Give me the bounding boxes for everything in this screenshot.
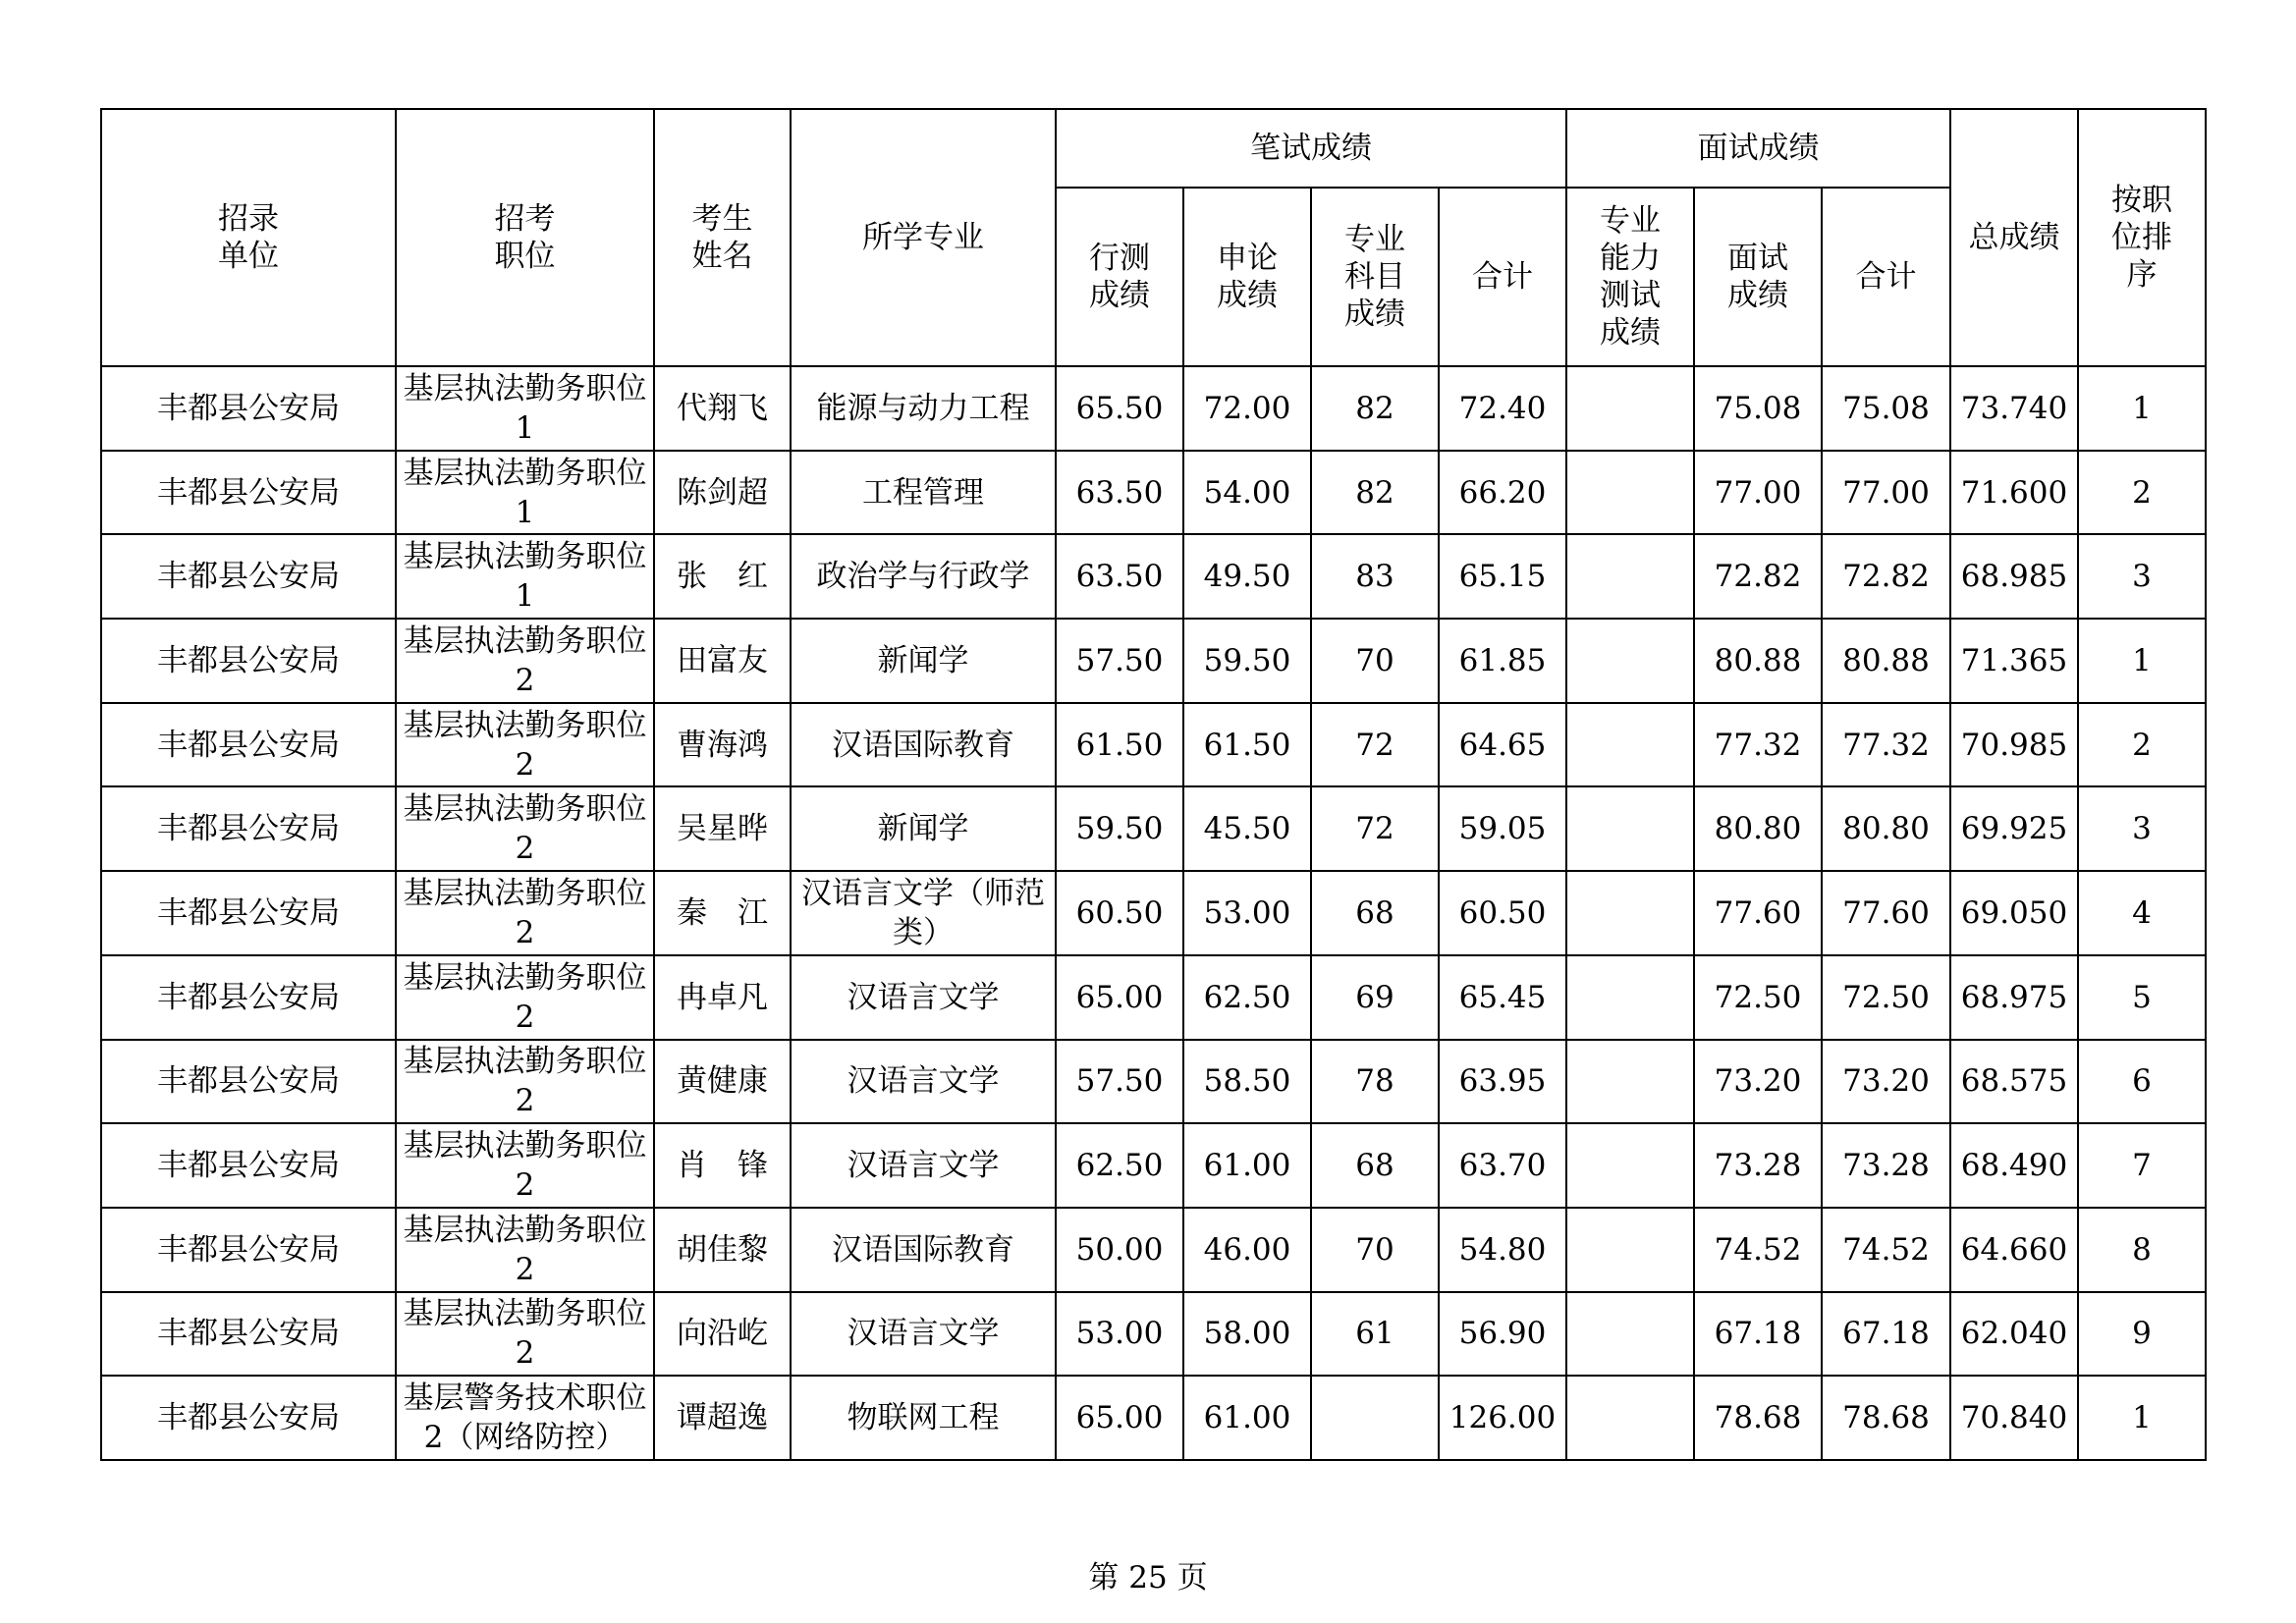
cell-subject: 68 <box>1311 1123 1439 1208</box>
cell-subject: 70 <box>1311 619 1439 703</box>
cell-shenlun: 53.00 <box>1183 871 1311 955</box>
cell-ability <box>1566 1292 1694 1377</box>
cell-interview: 67.18 <box>1694 1292 1822 1377</box>
cell-position: 基层执法勤务职位2 <box>396 1292 654 1377</box>
cell-name: 张 红 <box>654 534 791 619</box>
cell-name: 肖 锋 <box>654 1123 791 1208</box>
cell-ability <box>1566 1123 1694 1208</box>
table-row <box>101 1123 2206 1208</box>
cell-rank: 9 <box>2078 1292 2206 1377</box>
header-interview-total: 合计 <box>1822 188 1950 366</box>
table-row <box>101 451 2206 535</box>
cell-total: 68.985 <box>1950 534 2078 619</box>
cell-subject: 78 <box>1311 1040 1439 1124</box>
cell-ability <box>1566 871 1694 955</box>
cell-major: 汉语言文学 <box>791 1292 1056 1377</box>
cell-total: 70.840 <box>1950 1376 2078 1460</box>
cell-total: 71.365 <box>1950 619 2078 703</box>
cell-position: 基层执法勤务职位2 <box>396 619 654 703</box>
header-shenlun: 申论 成绩 <box>1183 188 1311 366</box>
cell-unit: 丰都县公安局 <box>101 1208 396 1292</box>
cell-xingce: 65.00 <box>1056 1376 1183 1460</box>
table-row <box>101 1208 2206 1292</box>
cell-shenlun: 45.50 <box>1183 786 1311 871</box>
cell-interview-total: 72.50 <box>1822 955 1950 1040</box>
header-position: 招考 职位 <box>396 109 654 366</box>
cell-interview: 77.60 <box>1694 871 1822 955</box>
cell-written-total: 63.70 <box>1439 1123 1566 1208</box>
cell-major: 政治学与行政学 <box>791 534 1056 619</box>
cell-name: 谭超逸 <box>654 1376 791 1460</box>
cell-unit: 丰都县公安局 <box>101 619 396 703</box>
cell-interview: 80.80 <box>1694 786 1822 871</box>
cell-shenlun: 58.50 <box>1183 1040 1311 1124</box>
cell-written-total: 72.40 <box>1439 366 1566 451</box>
cell-shenlun: 61.50 <box>1183 703 1311 787</box>
cell-name: 秦 江 <box>654 871 791 955</box>
cell-position: 基层警务技术职位2（网络防控） <box>396 1376 654 1460</box>
cell-name: 吴星晔 <box>654 786 791 871</box>
cell-name: 黄健康 <box>654 1040 791 1124</box>
header-rank: 按职 位排 序 <box>2078 109 2206 366</box>
cell-interview-total: 77.60 <box>1822 871 1950 955</box>
cell-name: 曹海鸿 <box>654 703 791 787</box>
cell-shenlun: 62.50 <box>1183 955 1311 1040</box>
cell-ability <box>1566 1040 1694 1124</box>
cell-name: 胡佳黎 <box>654 1208 791 1292</box>
cell-major: 新闻学 <box>791 619 1056 703</box>
cell-position: 基层执法勤务职位2 <box>396 1040 654 1124</box>
cell-shenlun: 59.50 <box>1183 619 1311 703</box>
cell-subject <box>1311 1376 1439 1460</box>
cell-rank: 7 <box>2078 1123 2206 1208</box>
table-row <box>101 786 2206 871</box>
cell-interview: 74.52 <box>1694 1208 1822 1292</box>
cell-total: 62.040 <box>1950 1292 2078 1377</box>
cell-rank: 2 <box>2078 703 2206 787</box>
table-row <box>101 366 2206 451</box>
table-row <box>101 1376 2206 1460</box>
cell-position: 基层执法勤务职位2 <box>396 703 654 787</box>
cell-subject: 82 <box>1311 366 1439 451</box>
cell-total: 73.740 <box>1950 366 2078 451</box>
cell-total: 69.925 <box>1950 786 2078 871</box>
cell-unit: 丰都县公安局 <box>101 1123 396 1208</box>
cell-xingce: 59.50 <box>1056 786 1183 871</box>
cell-rank: 8 <box>2078 1208 2206 1292</box>
cell-name: 向沿屹 <box>654 1292 791 1377</box>
cell-interview: 75.08 <box>1694 366 1822 451</box>
cell-position: 基层执法勤务职位1 <box>396 451 654 535</box>
header-interview: 面试 成绩 <box>1694 188 1822 366</box>
cell-shenlun: 46.00 <box>1183 1208 1311 1292</box>
cell-unit: 丰都县公安局 <box>101 534 396 619</box>
cell-unit: 丰都县公安局 <box>101 451 396 535</box>
cell-interview-total: 72.82 <box>1822 534 1950 619</box>
cell-interview-total: 73.28 <box>1822 1123 1950 1208</box>
cell-total: 68.490 <box>1950 1123 2078 1208</box>
cell-written-total: 126.00 <box>1439 1376 1566 1460</box>
cell-rank: 1 <box>2078 619 2206 703</box>
cell-position: 基层执法勤务职位2 <box>396 1208 654 1292</box>
cell-interview-total: 73.20 <box>1822 1040 1950 1124</box>
cell-rank: 1 <box>2078 366 2206 451</box>
cell-ability <box>1566 955 1694 1040</box>
cell-interview-total: 77.00 <box>1822 451 1950 535</box>
cell-position: 基层执法勤务职位2 <box>396 1123 654 1208</box>
cell-interview: 80.88 <box>1694 619 1822 703</box>
cell-xingce: 57.50 <box>1056 619 1183 703</box>
cell-major: 新闻学 <box>791 786 1056 871</box>
cell-major: 汉语言文学（师范类） <box>791 871 1056 955</box>
cell-rank: 4 <box>2078 871 2206 955</box>
cell-total: 69.050 <box>1950 871 2078 955</box>
cell-total: 68.575 <box>1950 1040 2078 1124</box>
header-total: 总成绩 <box>1950 109 2078 366</box>
cell-ability <box>1566 534 1694 619</box>
cell-written-total: 56.90 <box>1439 1292 1566 1377</box>
cell-unit: 丰都县公安局 <box>101 1376 396 1460</box>
cell-subject: 83 <box>1311 534 1439 619</box>
cell-name: 田富友 <box>654 619 791 703</box>
cell-xingce: 53.00 <box>1056 1292 1183 1377</box>
cell-xingce: 60.50 <box>1056 871 1183 955</box>
cell-rank: 3 <box>2078 534 2206 619</box>
header-interview-group: 面试成绩 <box>1566 109 1950 188</box>
cell-written-total: 59.05 <box>1439 786 1566 871</box>
cell-shenlun: 72.00 <box>1183 366 1311 451</box>
cell-xingce: 65.00 <box>1056 955 1183 1040</box>
cell-subject: 70 <box>1311 1208 1439 1292</box>
cell-shenlun: 61.00 <box>1183 1123 1311 1208</box>
cell-ability <box>1566 786 1694 871</box>
score-table <box>100 108 2207 1461</box>
cell-written-total: 61.85 <box>1439 619 1566 703</box>
cell-position: 基层执法勤务职位2 <box>396 871 654 955</box>
table-row <box>101 619 2206 703</box>
cell-ability <box>1566 1376 1694 1460</box>
table-body <box>101 366 2206 1460</box>
cell-rank: 5 <box>2078 955 2206 1040</box>
header-written-group: 笔试成绩 <box>1056 109 1566 188</box>
cell-major: 工程管理 <box>791 451 1056 535</box>
cell-ability <box>1566 1208 1694 1292</box>
cell-unit: 丰都县公安局 <box>101 366 396 451</box>
cell-position: 基层执法勤务职位2 <box>396 786 654 871</box>
cell-written-total: 66.20 <box>1439 451 1566 535</box>
cell-major: 汉语言文学 <box>791 955 1056 1040</box>
cell-subject: 69 <box>1311 955 1439 1040</box>
cell-rank: 6 <box>2078 1040 2206 1124</box>
cell-major: 汉语言文学 <box>791 1040 1056 1124</box>
header-subject: 专业 科目 成绩 <box>1311 188 1439 366</box>
cell-subject: 72 <box>1311 786 1439 871</box>
cell-shenlun: 49.50 <box>1183 534 1311 619</box>
header-unit: 招录 单位 <box>101 109 396 366</box>
cell-ability <box>1566 703 1694 787</box>
cell-total: 68.975 <box>1950 955 2078 1040</box>
cell-ability <box>1566 366 1694 451</box>
table-row <box>101 703 2206 787</box>
cell-xingce: 63.50 <box>1056 534 1183 619</box>
cell-shenlun: 54.00 <box>1183 451 1311 535</box>
cell-interview-total: 67.18 <box>1822 1292 1950 1377</box>
cell-xingce: 61.50 <box>1056 703 1183 787</box>
cell-interview: 72.50 <box>1694 955 1822 1040</box>
cell-written-total: 65.45 <box>1439 955 1566 1040</box>
cell-unit: 丰都县公安局 <box>101 786 396 871</box>
cell-subject: 72 <box>1311 703 1439 787</box>
cell-interview-total: 80.88 <box>1822 619 1950 703</box>
cell-unit: 丰都县公安局 <box>101 871 396 955</box>
cell-total: 71.600 <box>1950 451 2078 535</box>
table-row <box>101 955 2206 1040</box>
cell-xingce: 50.00 <box>1056 1208 1183 1292</box>
cell-shenlun: 58.00 <box>1183 1292 1311 1377</box>
cell-unit: 丰都县公安局 <box>101 1292 396 1377</box>
cell-interview-total: 77.32 <box>1822 703 1950 787</box>
header-major: 所学专业 <box>791 109 1056 366</box>
cell-interview-total: 75.08 <box>1822 366 1950 451</box>
cell-rank: 3 <box>2078 786 2206 871</box>
cell-interview: 77.00 <box>1694 451 1822 535</box>
cell-interview-total: 80.80 <box>1822 786 1950 871</box>
cell-total: 70.985 <box>1950 703 2078 787</box>
cell-xingce: 63.50 <box>1056 451 1183 535</box>
cell-ability <box>1566 451 1694 535</box>
header-name: 考生 姓名 <box>654 109 791 366</box>
cell-name: 陈剑超 <box>654 451 791 535</box>
cell-written-total: 54.80 <box>1439 1208 1566 1292</box>
cell-major: 汉语国际教育 <box>791 1208 1056 1292</box>
cell-rank: 1 <box>2078 1376 2206 1460</box>
cell-ability <box>1566 619 1694 703</box>
cell-major: 汉语国际教育 <box>791 703 1056 787</box>
cell-interview: 78.68 <box>1694 1376 1822 1460</box>
cell-xingce: 65.50 <box>1056 366 1183 451</box>
cell-unit: 丰都县公安局 <box>101 703 396 787</box>
cell-unit: 丰都县公安局 <box>101 1040 396 1124</box>
cell-xingce: 57.50 <box>1056 1040 1183 1124</box>
cell-total: 64.660 <box>1950 1208 2078 1292</box>
header-written-total: 合计 <box>1439 188 1566 366</box>
cell-written-total: 65.15 <box>1439 534 1566 619</box>
cell-major: 物联网工程 <box>791 1376 1056 1460</box>
cell-interview: 72.82 <box>1694 534 1822 619</box>
cell-major: 汉语言文学 <box>791 1123 1056 1208</box>
table-row <box>101 1292 2206 1377</box>
cell-written-total: 64.65 <box>1439 703 1566 787</box>
cell-major: 能源与动力工程 <box>791 366 1056 451</box>
page-number: 第 25 页 <box>1088 1560 1208 1596</box>
cell-interview: 73.28 <box>1694 1123 1822 1208</box>
cell-position: 基层执法勤务职位2 <box>396 955 654 1040</box>
cell-interview-total: 74.52 <box>1822 1208 1950 1292</box>
cell-interview: 77.32 <box>1694 703 1822 787</box>
cell-written-total: 63.95 <box>1439 1040 1566 1124</box>
cell-name: 冉卓凡 <box>654 955 791 1040</box>
table-row <box>101 871 2206 955</box>
cell-written-total: 60.50 <box>1439 871 1566 955</box>
header-xingce: 行测 成绩 <box>1056 188 1183 366</box>
cell-xingce: 62.50 <box>1056 1123 1183 1208</box>
cell-rank: 2 <box>2078 451 2206 535</box>
cell-interview: 73.20 <box>1694 1040 1822 1124</box>
cell-position: 基层执法勤务职位1 <box>396 366 654 451</box>
cell-position: 基层执法勤务职位1 <box>396 534 654 619</box>
cell-interview-total: 78.68 <box>1822 1376 1950 1460</box>
cell-subject: 68 <box>1311 871 1439 955</box>
cell-unit: 丰都县公安局 <box>101 955 396 1040</box>
cell-subject: 61 <box>1311 1292 1439 1377</box>
cell-name: 代翔飞 <box>654 366 791 451</box>
header-ability: 专业 能力 测试 成绩 <box>1566 188 1694 366</box>
table-row <box>101 534 2206 619</box>
cell-shenlun: 61.00 <box>1183 1376 1311 1460</box>
table-row <box>101 1040 2206 1124</box>
cell-subject: 82 <box>1311 451 1439 535</box>
